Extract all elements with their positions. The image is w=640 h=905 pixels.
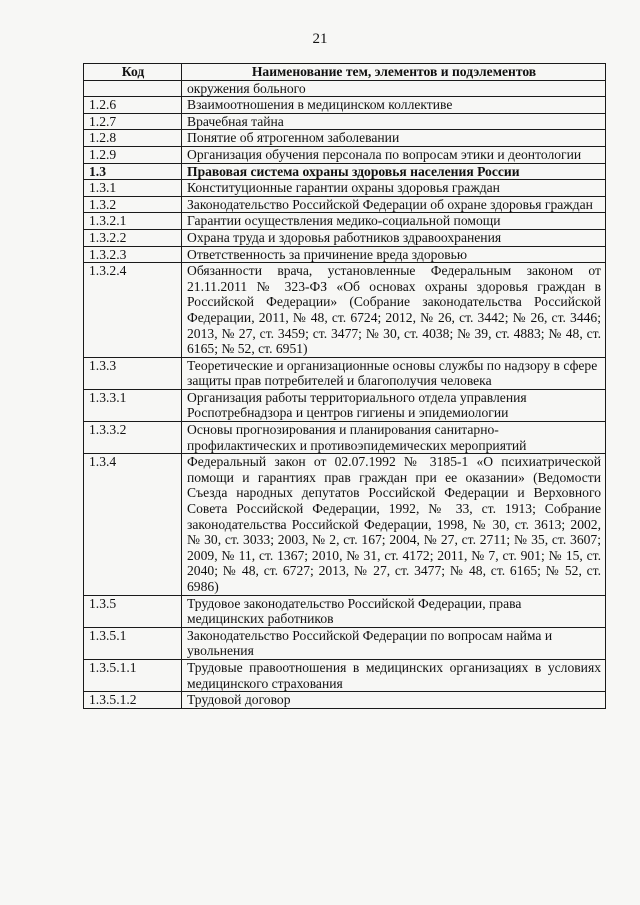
row-name: Законодательство Российской Федерации по вопросам найма и увольнения [182,627,606,659]
table-row [84,80,606,97]
row-name: Трудовое законодательство Российской Федерации, права медицинских работников [182,595,606,627]
row-name: Охрана труда и здоровья работников здравоохранения [182,229,606,246]
row-code: 1.3.1 [84,180,182,197]
table-row [84,246,606,263]
table-row [84,97,606,114]
row-name: Федеральный закон от 02.07.1992 № 3185-1 «О психиатрической помощи и гарантиях прав граждан при ее оказании» (Ведомости Съезда народных депутатов Российской Федерации и Верховного Совета Российской Федерации, 1992, № 33, ст. 1913; Собрание законодательства Российской Федерации, 1998, № 30, ст. 3613; 2002, № 30, ст. 3033; 2003, № 2, ст. 167; 2004, № 27, ст. 2711; № 35, ст. 3607; 2009, № 11, ст. 1367; 2010, № 31, ст. 4172; 2011, № 7, ст. 901; № 15, ст. 2040; № 48, ст. 6727; 2013, № 27, ст. 3477; № 48, ст. 6165; № 52, ст. 6986) [182,454,606,595]
page-number: 21 [312,31,328,47]
table-row [84,196,606,213]
table-row [84,357,606,389]
row-name: Правовая система охраны здоровья населения России [182,163,606,180]
table-row [84,229,606,246]
row-code: 1.3.3.1 [84,389,182,421]
row-name: Врачебная тайна [182,113,606,130]
row-code: 1.2.7 [84,113,182,130]
row-name: Теоретические и организационные основы службы по надзору в сфере защиты прав потребителей и благополучия человека [182,357,606,389]
row-name: Организация обучения персонала по вопросам этики и деонтологии [182,146,606,163]
row-name: Конституционные гарантии охраны здоровья граждан [182,180,606,197]
row-code: 1.3 [84,163,182,180]
table-row [84,422,606,454]
row-name: Организация работы территориального отдела управления Роспотребнадзора и центров гигиены и эпидемиологии [182,389,606,421]
table-row [84,659,606,691]
table-row [84,454,606,595]
row-code: 1.3.3.2 [84,422,182,454]
row-name: Законодательство Российской Федерации об охране здоровья граждан [182,196,606,213]
row-name: Основы прогнозирования и планирования санитарно-профилактических и противоэпидемических мероприятий [182,422,606,454]
row-name: Обязанности врача, установленные Федеральным законом от 21.11.2011 № 323-ФЗ «Об основах охраны здоровья граждан в Российской Федерации» (Собрание законодательства Российской Федерации, 2011, № 48, ст. 6724; 2012, № 26, ст. 3442; № 26, ст. 3446; 2013, № 27, ст. 3459; ст. 3477; № 30, ст. 4038; № 39, ст. 4883; № 48, ст. 6165; № 52, ст. 6951) [182,263,606,358]
table-row [84,627,606,659]
row-code: 1.3.4 [84,454,182,595]
row-code: 1.3.2 [84,196,182,213]
table-row [84,146,606,163]
table-row [84,163,606,180]
topics-table [83,63,606,709]
header-code: Код [84,64,182,81]
row-code: 1.3.2.3 [84,246,182,263]
table-row [84,180,606,197]
row-code: 1.3.3 [84,357,182,389]
table-row [84,263,606,358]
table-row [84,213,606,230]
row-name: Трудовые правоотношения в медицинских организациях в условиях медицинского страхования [182,659,606,691]
row-code: 1.3.5.1 [84,627,182,659]
row-code: 1.2.9 [84,146,182,163]
row-code: 1.2.8 [84,130,182,147]
table-row [84,692,606,709]
row-code: 1.3.2.4 [84,263,182,358]
row-name: Ответственность за причинение вреда здоровью [182,246,606,263]
row-name: Взаимоотношения в медицинском коллективе [182,97,606,114]
row-code [84,80,182,97]
row-code: 1.3.2.1 [84,213,182,230]
table-row [84,113,606,130]
table-row [84,130,606,147]
row-code: 1.3.2.2 [84,229,182,246]
row-name: Трудовой договор [182,692,606,709]
row-code: 1.3.5.1.1 [84,659,182,691]
row-code: 1.3.5 [84,595,182,627]
table-row [84,595,606,627]
row-code: 1.3.5.1.2 [84,692,182,709]
row-name: Гарантии осуществления медико-социальной помощи [182,213,606,230]
table-row [84,389,606,421]
table-header-row [84,64,606,81]
row-code: 1.2.6 [84,97,182,114]
row-name: окружения больного [182,80,606,97]
row-name: Понятие об ятрогенном заболевании [182,130,606,147]
header-name: Наименование тем, элементов и подэлементов [182,64,606,81]
